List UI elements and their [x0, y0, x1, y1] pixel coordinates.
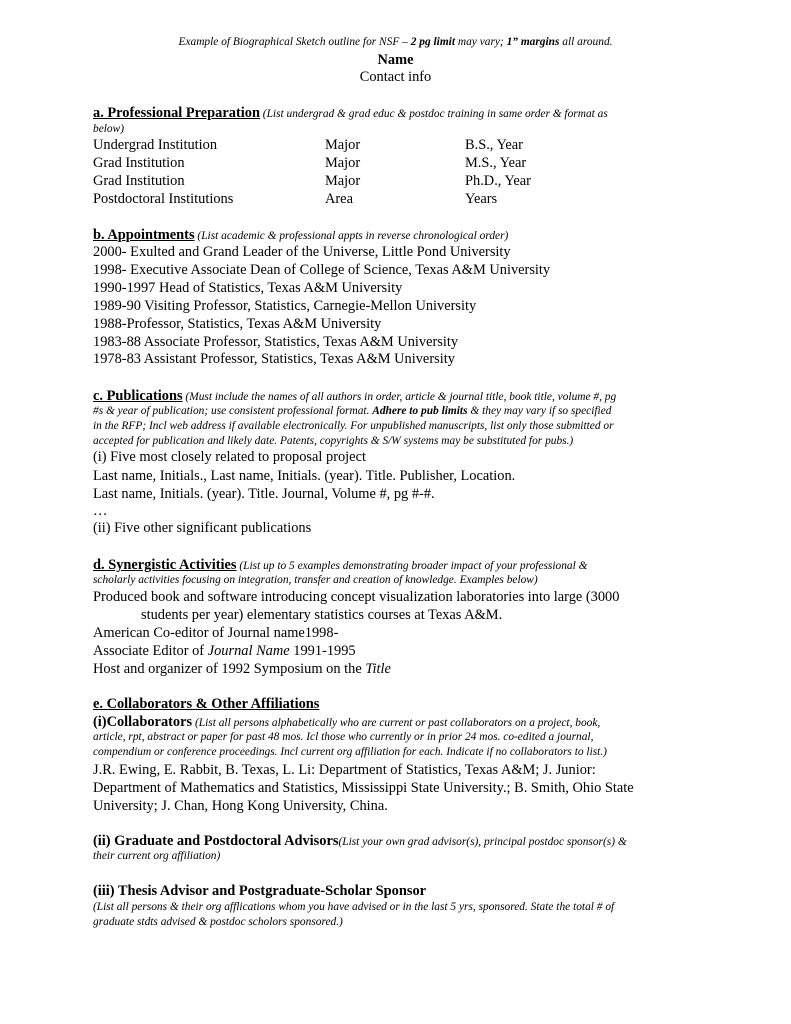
collaborators-title-line: [93, 713, 600, 731]
prep-degree: Years: [465, 191, 498, 207]
section-c-title: c. Publications: [93, 388, 183, 404]
note-text: #s & year of publication; use consistent professional format.: [93, 405, 373, 417]
appointment-item: 2000- Exulted and Grand Leader of the Universe, Little Pond University: [93, 244, 511, 260]
collaborators-note: (List all persons alphabetically who are current or past collaborators on a project, book,: [192, 717, 601, 729]
prep-degree: M.S., Year: [465, 155, 527, 171]
publication-line: (ii) Five other significant publications: [93, 520, 312, 536]
intro-text: Example of Biographical Sketch outline for NSF –: [178, 36, 411, 48]
note-text: & they may vary if so specified: [467, 405, 612, 417]
activity-line: students per year) elementary statistics courses at Texas A&M.: [141, 607, 503, 623]
collaborators-note-cont: article, rpt, abstract or paper for past 48 mos. Icl those who currently or in prior 24 mos. co-edited a journal,: [93, 731, 594, 743]
thesis-note: (List all persons & their org afflications whom you have advised or in the last 5 yrs, sponsored. State the total # of: [93, 901, 615, 913]
section-a-title-line: [93, 104, 608, 122]
prep-field: Major: [325, 173, 361, 189]
prep-field: Major: [325, 155, 361, 171]
section-b-title-line: [93, 226, 508, 244]
collaborators-line: Department of Mathematics and Statistics, Mississippi State University.; B. Smith, Ohio State: [93, 780, 634, 796]
advisors-title: (ii) Graduate and Postdoctoral Advisors: [93, 833, 339, 849]
activity-line: American Co-editor of Journal name1998-: [93, 625, 339, 641]
activity-line: [93, 660, 391, 678]
publication-line: Last name, Initials., Last name, Initials. (year). Title. Publisher, Location.: [93, 468, 516, 484]
appointment-item: 1998- Executive Associate Dean of College of Science, Texas A&M University: [93, 262, 551, 278]
activity-text: Host and organizer of 1992 Symposium on the: [93, 661, 366, 677]
prep-degree: B.S., Year: [465, 137, 523, 153]
section-a-note-cont: below): [93, 123, 125, 135]
appointment-item: 1988-Professor, Statistics, Texas A&M University: [93, 316, 382, 332]
publication-line: (i) Five most closely related to proposal project: [93, 449, 366, 465]
prep-institution: Postdoctoral Institutions: [93, 191, 234, 207]
section-d-title-line: [93, 556, 587, 574]
publication-line: …: [93, 503, 108, 519]
section-c-note-cont: accepted for publication and likely date. Patents, copyrights & S/W systems may be substituted for pubs.): [93, 435, 574, 447]
appointment-item: 1990-1997 Head of Statistics, Texas A&M University: [93, 280, 403, 296]
appointment-item: 1989-90 Visiting Professor, Statistics, Carnegie-Mellon University: [93, 298, 477, 314]
collaborators-note-cont: compendium or conference proceedings. Incl current org affiliation for each. Indicate if no collaborators to list.): [93, 746, 607, 758]
collaborators-line: J.R. Ewing, E. Rabbit, B. Texas, L. Li: Department of Statistics, Texas A&M; J. Junior:: [93, 762, 596, 778]
intro-text: all around.: [559, 36, 613, 48]
thesis-title: (iii) Thesis Advisor and Postgraduate-Scholar Sponsor: [93, 883, 427, 899]
intro-line: [0, 35, 791, 50]
appointment-item: 1983-88 Associate Professor, Statistics, Texas A&M University: [93, 334, 459, 350]
intro-text: may vary;: [455, 36, 507, 48]
prep-institution: Grad Institution: [93, 155, 185, 171]
section-b-title: b. Appointments: [93, 227, 195, 243]
prep-institution: Grad Institution: [93, 173, 185, 189]
journal-name: Journal Name: [207, 643, 290, 659]
section-e-title: e. Collaborators & Other Affiliations: [93, 696, 320, 712]
section-c-note-cont: in the RFP; Incl web address if available electronically. For unpublished manuscripts, list only those submitted or: [93, 420, 614, 432]
activity-line: [93, 642, 356, 660]
section-d-note: (List up to 5 examples demonstrating broader impact of your professional &: [236, 560, 588, 572]
name-heading: Name: [377, 52, 414, 68]
section-c-note: (Must include the names of all authors in order, article & journal title, book title, volume #, pg: [182, 391, 617, 403]
section-d-note-cont: scholarly activities focusing on integration, transfer and creation of knowledge. Examples below): [93, 574, 538, 586]
section-c-note-cont: [93, 404, 611, 419]
collaborators-title: (i)Collaborators: [93, 714, 193, 730]
contact-info: Contact info: [359, 69, 432, 85]
thesis-note-cont: graduate stdts advised & postdoc scholors sponsored.): [93, 916, 343, 928]
section-c-title-line: [93, 387, 616, 405]
collaborators-line: University; J. Chan, Hong Kong University, China.: [93, 798, 388, 814]
prep-institution: Undergrad Institution: [93, 137, 218, 153]
section-a-note: (List undergrad & grad educ & postdoc training in same order & format as: [259, 108, 608, 120]
appointment-item: 1978-83 Assistant Professor, Statistics, Texas A&M University: [93, 351, 455, 367]
activity-text: 1991-1995: [289, 643, 356, 659]
prep-degree: Ph.D., Year: [465, 173, 531, 189]
section-b-note: (List academic & professional appts in reverse chronological order): [194, 230, 509, 242]
prep-field: Area: [325, 191, 353, 207]
advisors-note: (List your own grad advisor(s), principal postdoc sponsor(s) &: [338, 836, 627, 848]
advisors-note-cont: their current org affiliation): [93, 850, 221, 862]
pub-limits-emphasis: Adhere to pub limits: [372, 405, 468, 417]
activity-text: Associate Editor of: [93, 643, 208, 659]
activity-line: Produced book and software introducing concept visualization laboratories into large (3000: [93, 589, 620, 605]
symposium-title: Title: [365, 661, 391, 677]
prep-field: Major: [325, 137, 361, 153]
intro-page-limit: 2 pg limit: [410, 36, 456, 48]
section-d-title: d. Synergistic Activities: [93, 557, 237, 573]
advisors-title-line: [93, 832, 627, 850]
publication-line: Last name, Initials. (year). Title. Journal, Volume #, pg #-#.: [93, 486, 435, 502]
intro-margins: 1” margins: [506, 36, 560, 48]
section-a-title: a. Professional Preparation: [93, 105, 260, 121]
